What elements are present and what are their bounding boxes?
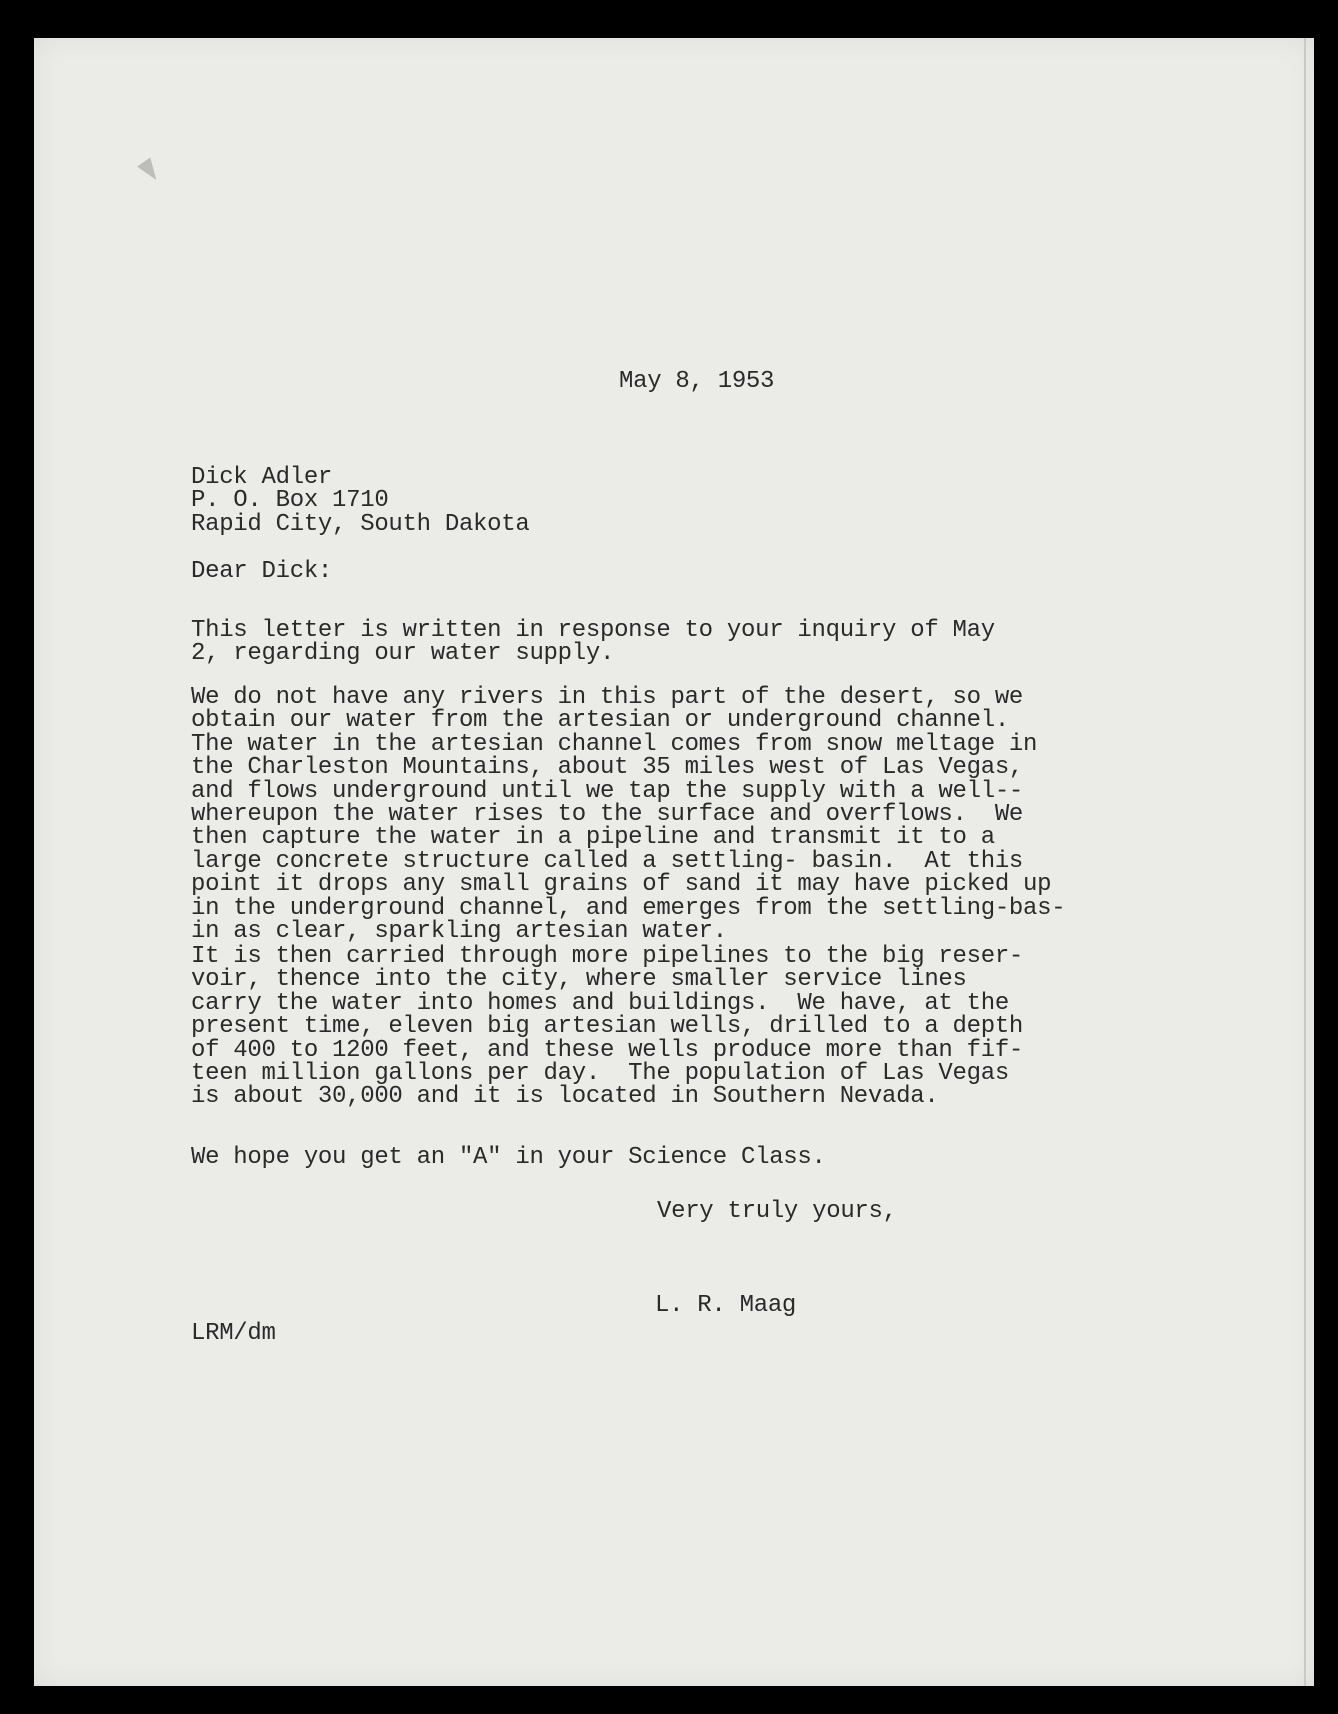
paragraph-line: present time, eleven big artesian wells, drilled to a depth	[191, 1013, 1024, 1041]
typist-initials: LRM/dm	[191, 1320, 276, 1347]
recipient-name: Dick Adler	[191, 464, 333, 491]
paragraph-line: and flows underground until we tap the supply with a well--	[191, 777, 1024, 805]
paragraph-line: in as clear, sparkling artesian water.	[191, 918, 727, 946]
paragraph-2	[191, 684, 1066, 946]
recipient-city: Rapid City, South Dakota	[191, 510, 530, 538]
paragraph-line: the Charleston Mountains, about 35 miles west of Las Vegas,	[191, 754, 1024, 782]
paragraph-4: We hope you get an "A" in your Science Class.	[191, 1144, 826, 1171]
paper-clip-mark	[137, 157, 163, 184]
paragraph-line: in the underground channel, and emerges from the settling-bas-	[191, 894, 1066, 922]
paragraph-line: of 400 to 1200 feet, and these wells produce more than fif-	[191, 1036, 1024, 1064]
paragraph-line: The water in the artesian channel comes from snow meltage in	[191, 730, 1038, 758]
paragraph-3	[191, 945, 1023, 1109]
paragraph-line: large concrete structure called a settling- basin. At this	[191, 847, 1024, 875]
recipient-box: P. O. Box 1710	[191, 487, 389, 515]
paragraph-line: point it drops any small grains of sand it may have picked up	[191, 871, 1052, 899]
paragraph-1	[191, 619, 995, 666]
paragraph-line: teen million gallons per day. The population of Las Vegas	[191, 1060, 1009, 1088]
paragraph-line: obtain our water from the artesian or underground channel.	[191, 707, 1009, 735]
paragraph-line: It is then carried through more pipelines to the big reser-	[191, 943, 1024, 970]
paragraph-line: whereupon the water rises to the surface and overflows. We	[191, 801, 1024, 829]
paragraph-line: 2, regarding our water supply.	[191, 640, 615, 668]
paragraph-line: is about 30,000 and it is located in Southern Nevada.	[191, 1083, 939, 1111]
salutation: Dear Dick:	[191, 558, 333, 585]
paragraph-line: carry the water into homes and buildings. We have, at the	[191, 989, 1009, 1017]
paragraph-line: then capture the water in a pipeline and transmit it to a	[191, 824, 995, 852]
paragraph-line: We do not have any rivers in this part of the desert, so we	[191, 684, 1024, 711]
letter-date: May 8, 1953	[619, 368, 775, 395]
signer-name: L. R. Maag	[655, 1292, 797, 1319]
recipient-address	[191, 466, 529, 536]
page-edge	[1304, 38, 1306, 1686]
paragraph-line: This letter is written in response to your inquiry of May	[191, 617, 995, 644]
closing: Very truly yours,	[657, 1198, 897, 1225]
letter-page	[34, 38, 1314, 1686]
paragraph-line: voir, thence into the city, where smaller service lines	[191, 966, 967, 994]
